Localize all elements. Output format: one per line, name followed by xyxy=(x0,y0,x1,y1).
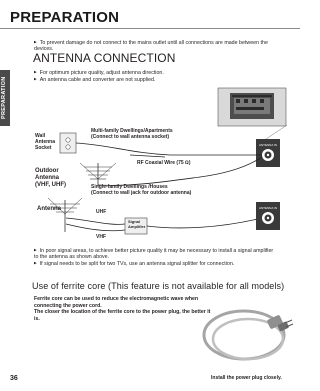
header-divider xyxy=(0,28,300,29)
antenna-label: Antenna xyxy=(37,206,61,212)
amplifier-label: Signal Amplifier xyxy=(128,219,146,229)
svg-text:ANTENNA IN: ANTENNA IN xyxy=(258,206,278,210)
tv-rear-icon xyxy=(218,88,286,126)
multi-family-label: Multi-family Dwellings/Apartments (Connect to wall antenna socket) xyxy=(91,128,173,140)
ferrite-caption: Install the power plug closely. xyxy=(211,375,282,381)
warning-note: ▶ To prevent damage do not connect to the mains outlet until all connections are made between the devices. xyxy=(34,40,284,53)
antenna-note-1: ▶ For optimum picture quality, adjust antenna direction. xyxy=(34,70,164,76)
ferrite-section-title: Use of ferrite core (This feature is not available for all models) xyxy=(32,281,285,291)
power-cord-ferrite-image xyxy=(186,301,296,371)
signal-note-1: ▶ In poor signal areas, to achieve better picture quality it may be necessary to install a signal amplifier to the antenna as shown above. xyxy=(34,248,279,261)
antenna-section-title: ANTENNA CONNECTION xyxy=(33,51,176,65)
coax-wire-label: RF Coaxial Wire (75 Ω) xyxy=(137,160,191,166)
antenna-input-jack-icon xyxy=(256,125,287,167)
uhf-label: UHF xyxy=(96,209,107,215)
signal-note-2: ▶ If signal needs to be split for two TVs, use an antenna signal splitter for connection. xyxy=(34,261,279,267)
wall-socket-icon xyxy=(60,133,76,153)
page-number: 36 xyxy=(10,375,18,382)
ferrite-description: Ferrite core can be used to reduce the electromagnetic wave when connecting the power cord. The closer the location of the ferrite core to the power plug, the better it is. xyxy=(34,296,211,322)
single-family-label: Single-family Dwellings /Houses (Connect to wall jack for outdoor antenna) xyxy=(91,184,192,196)
svg-text:ANTENNA IN: ANTENNA IN xyxy=(258,143,278,147)
antenna-note-2: ▶ An antenna cable and converter are not supplied. xyxy=(34,77,155,83)
antenna-diagram-2 xyxy=(0,190,300,250)
outdoor-antenna-label: Outdoor Antenna (VHF, UHF) xyxy=(35,168,66,188)
page-header xyxy=(0,0,300,26)
page-title: PREPARATION xyxy=(10,9,120,26)
side-tab-label: PREPARATION xyxy=(1,76,7,120)
vhf-label: VHF xyxy=(96,234,106,240)
wall-socket-label: Wall Antenna Socket xyxy=(35,133,55,151)
antenna-input-jack-icon-2 xyxy=(256,202,280,230)
